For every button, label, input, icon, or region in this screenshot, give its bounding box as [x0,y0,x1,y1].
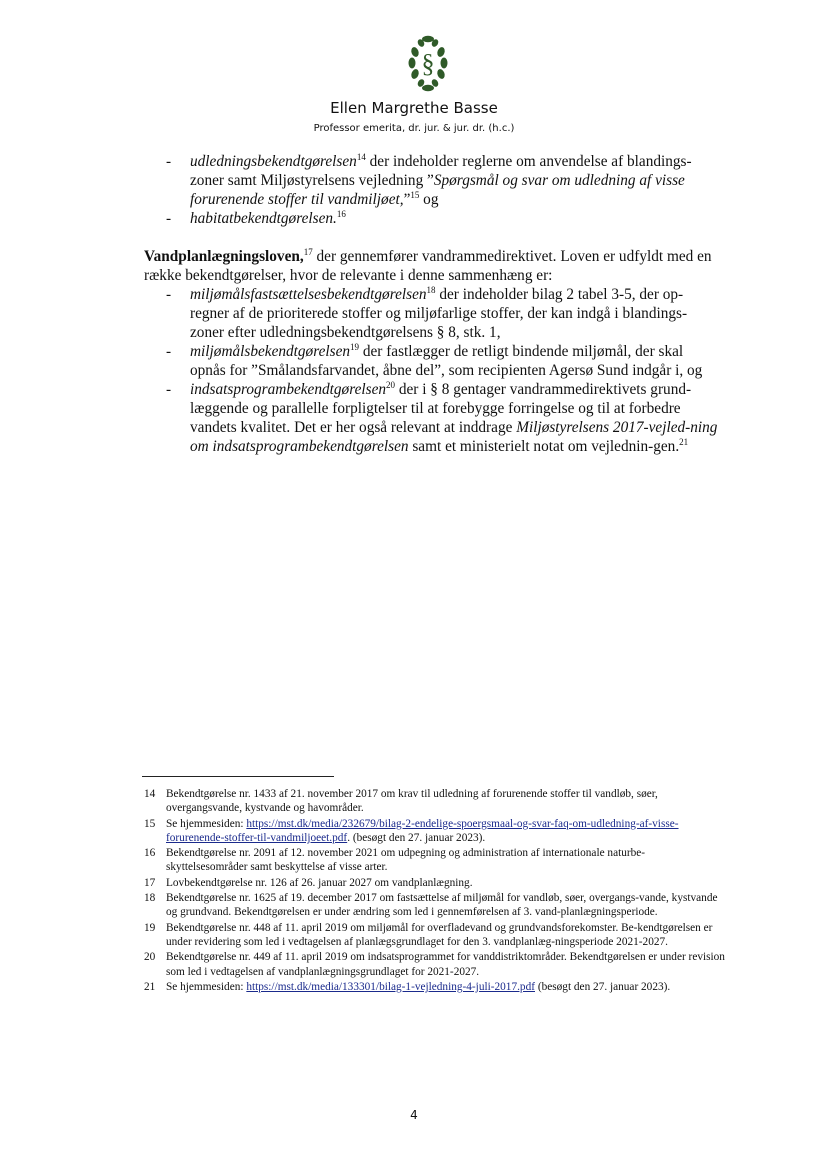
footnote: 20 Bekendtgørelse nr. 449 af 11. april 2019 om indsatsprogrammet for vanddistriktområder. Bekendtgørelsen er under revision som led i vedtagelsen af vandplanlægningsgrundlaget for 2021-2027. [144,951,725,978]
svg-text:§: § [421,49,435,78]
footnote-ref[interactable]: 20 [386,380,396,390]
footnote: 17 Lovbekendtgørelse nr. 126 af 26. januar 2027 om vandplanlægning. [144,876,473,889]
list-item: - miljømålsbekendtgørelsen$^{19}$ der fastlægger de retligt bindende miljømål, der skal opnås for ”Smålandsfarvandet, åbne del”, som recipienten Agersø Sund indgår i, og [166,342,703,379]
author-name: Ellen Margrethe Basse [330,99,498,117]
footnote-ref[interactable]: 14 [356,152,366,162]
footnote-link[interactable]: https://mst.dk/media/232679/bilag-2-endelige-spoergsmaal-og-svar-faq-om-udledning-af-visse-forurenende-stoffer-til-vandmiljoeet.pdf [166,817,679,844]
footnote-ref[interactable]: 21 [679,437,689,447]
act-title: habitatbekendtgørelsen. [190,210,337,227]
body-paragraph: Vandplanlægningsloven,$^{17}$ der gennemfører vandrammedirektivet. Loven er udfyldt med en række bekendtgørelser, hvor de relevante i denne sammenhæng er: [144,247,712,284]
footnote: 14 Bekendtgørelse nr. 1433 af 21. november 2017 om krav til udledning af forurenende stoffer til vandløb, søer, overgangsvande, kystvande og havområder. [144,788,658,815]
guidance-title: Spørgsmål og svar om udledning af visse forurenende stoffer til vandmiljøet, [190,172,685,208]
act-title: indsatsprogrambekendtgørelsen [190,381,387,398]
footnotes [144,787,726,995]
footnote-ref[interactable]: 19 [350,342,360,352]
footnote-divider [142,776,334,777]
list-item: - habitatbekendtgørelsen.$^{16}$ [166,209,346,227]
list-item: - indsatsprogrambekendtgørelsen$^{20}$ der i § 8 gentager vandrammedirektivets grund-læggende og parallelle forpligtelser til at forebygge forringelse og til at forbedre vandets kvalitet. Det er her også relevant at inddrage Miljøstyrelsens 2017-vejled-ning om indsatsprogrambekendtgørelsen samt et ministerielt notat om vejlednin-gen.$^{21}$ [166,380,718,455]
list-item: - udledningsbekendtgørelsen$^{14}$ der indeholder reglerne om anvendelse af blandings-zoner samt Miljøstyrelsens vejledning ”Spørgsmål og svar om udledning af visse forurenende stoffer til vandmiljøet,”$^{15}$ og [166,152,692,208]
act-title: miljømålsfastsættelsesbekendtgørelsen [190,286,427,303]
guidance-title: Miljøstyrelsens 2017-vejled-ning om indsatsprogrambekendtgørelsen [190,419,718,455]
footnote-ref[interactable]: 15 [410,190,420,200]
footnote: 18 Bekendtgørelse nr. 1625 af 19. december 2017 om fastsættelse af miljømål for vandløb, søer, overgangs-vande, kystvande og grundvand. Bekendtgørelsen er under ændring som led i gennemførelsen af 3. vand-planlægningsperiode. [144,892,718,919]
footnote: 16 Bekendtgørelse nr. 2091 af 12. november 2021 om udpegning og administration af internationale naturbe-skyttelsesområder samt beskyttelse af visse arter. [144,847,646,874]
footnote-ref[interactable]: 16 [336,209,346,219]
main-text [144,152,720,456]
page-number: 4 [410,1108,418,1122]
footnote: 19 Bekendtgørelse nr. 448 af 11. april 2019 om miljømål for overfladevand og grundvandsforekomster. Be-kendtgørelsen er under revidering som led i vedtagelsen af planlægsgrundlaget for den 3. vandplanlæg-ningsperiode 2021-2027. [144,921,713,948]
author-title: Professor emerita, dr. jur. & jur. dr. (h.c.) [313,123,515,134]
footnote: 15 Se hjemmesiden: https://mst.dk/media/232679/bilag-2-endelige-spoergsmaal-og-svar-faq-om-udledning-af-visse-forurenende-stoffer-til-vandmiljoeet.pdf. (besøgt den 27. januar 2023). [144,817,679,844]
paragraph-title: Vandplanlægningsloven, [144,248,304,265]
footnote: 21 Se hjemmesiden: https://mst.dk/media/133301/bilag-1-vejledning-4-juli-2017.pdf (besøgt den 27. januar 2023). [144,980,671,993]
act-title: udledningsbekendtgørelsen [190,153,357,170]
footnote-ref[interactable]: 17 [303,247,313,257]
footnote-ref[interactable]: 18 [426,285,436,295]
paragraph-logo-icon [400,32,456,94]
footnote-link[interactable]: https://mst.dk/media/133301/bilag-1-vejledning-4-juli-2017.pdf [246,980,535,993]
act-title: miljømålsbekendtgørelsen [190,343,351,360]
list-item: - miljømålsfastsættelsesbekendtgørelsen$^{18}$ der indeholder bilag 2 tabel 3-5, der op-regner af de prioriterede stoffer og miljøfarlige stoffer, der kan indgå i blandings-zoner efter udledningsbekendtgørelsens § 8, stk. 1, [166,285,688,341]
